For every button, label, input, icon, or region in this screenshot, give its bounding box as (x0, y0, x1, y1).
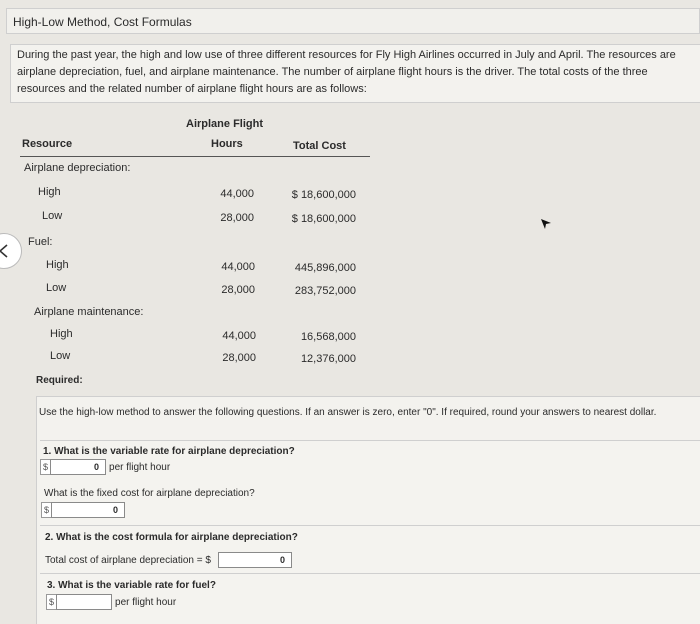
row-hours: 44,000 (220, 188, 254, 200)
currency-symbol: $ (40, 459, 50, 475)
row-cost: 12,376,000 (300, 353, 356, 365)
col-header-total-cost: Total Cost (293, 140, 346, 152)
row-label: Low (50, 350, 71, 362)
currency-symbol: $ (41, 502, 51, 518)
group-airplane-depreciation: Airplane depreciation: (24, 162, 131, 174)
row-cost: 16,568,000 (300, 331, 356, 343)
q2-input-group (218, 552, 292, 568)
q3-fuel-rate-input[interactable] (56, 594, 112, 610)
q2-total-cost-input[interactable]: 0 (218, 552, 292, 568)
row-label: Low (42, 210, 63, 222)
row-label: Low (46, 282, 67, 294)
row-hours: 28,000 (222, 352, 256, 364)
mouse-cursor-icon (540, 218, 552, 230)
q1-input-group (40, 459, 170, 475)
q1b-input-group (41, 502, 125, 518)
row-cost: 283,752,000 (294, 285, 356, 297)
q3-input-group (46, 594, 176, 610)
table-header-rule (20, 156, 370, 157)
row-hours: 28,000 (220, 212, 254, 224)
group-airplane-maintenance: Airplane maintenance: (34, 306, 144, 318)
q2-formula-label: Total cost of airplane depreciation = $ (45, 555, 211, 566)
row-label: High (46, 259, 69, 271)
row-cost: 445,896,000 (294, 262, 356, 274)
row-label: High (38, 186, 61, 198)
col-header-hours-line2: Hours (211, 138, 243, 150)
q1b-text: What is the fixed cost for airplane depreciation? (44, 488, 255, 499)
page-title-text: High-Low Method, Cost Formulas (13, 15, 192, 29)
question-divider (40, 525, 700, 527)
col-header-resource: Resource (22, 138, 73, 150)
problem-description-text: During the past year, the high and low use of three different resources for Fly High Airlines occurred in July and April. The resources are airplane depreciation, fuel, and airplane maintenance. The number of airplane flight hours is the driver. The total costs of the three resources and the related number of airplane flight hours are as follows: (17, 49, 676, 95)
col-header-hours-line1: Airplane Flight (186, 118, 263, 130)
row-label: High (50, 328, 73, 340)
problem-description (10, 44, 700, 103)
q1b-fixed-cost-input[interactable]: 0 (51, 502, 125, 518)
q2-text: 2. What is the cost formula for airplane depreciation? (45, 532, 298, 543)
row-hours: 44,000 (222, 330, 256, 342)
back-button[interactable] (0, 233, 22, 269)
question-divider (40, 573, 700, 575)
q3-suffix: per flight hour (115, 596, 177, 608)
currency-symbol: $ (46, 594, 56, 610)
group-fuel: Fuel: (28, 236, 53, 248)
q1-variable-rate-input[interactable]: 0 (50, 459, 106, 475)
chevron-left-icon (0, 243, 12, 259)
row-cost: $ 18,600,000 (291, 213, 356, 225)
required-instructions: Use the high-low method to answer the following questions. If an answer is zero, enter "0". If required, round your answers to nearest dollar. (39, 407, 657, 418)
row-hours: 44,000 (221, 261, 255, 273)
q3-text: 3. What is the variable rate for fuel? (47, 580, 216, 591)
page-title (6, 8, 700, 34)
required-heading: Required: (36, 375, 83, 386)
q1-suffix: per flight hour (109, 461, 171, 473)
row-cost: $ 18,600,000 (291, 189, 356, 201)
row-hours: 28,000 (221, 284, 255, 296)
q1-text: 1. What is the variable rate for airplane depreciation? (43, 446, 295, 457)
